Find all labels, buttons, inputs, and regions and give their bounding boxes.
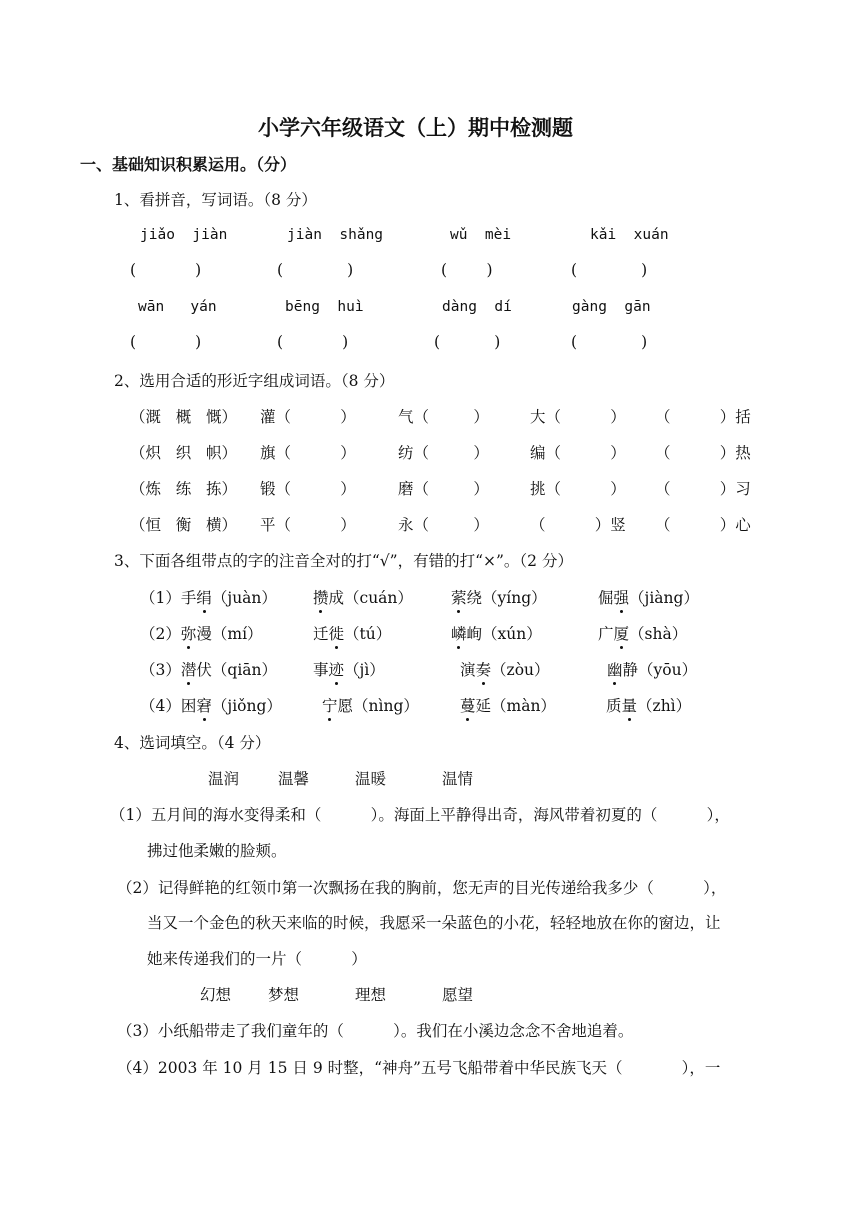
question-1-heading: 1、看拼音，写词语。（8 分） [114, 191, 317, 209]
word-blank[interactable]: （ ）心 [655, 516, 751, 534]
pronunciation-item[interactable]: 幽静（yōu） [607, 658, 697, 680]
word-choice: 愿望 [442, 986, 474, 1004]
word-choice: 温暖 [355, 770, 387, 788]
dotted-char: 厦 [614, 622, 630, 644]
sentence-2-cont: 当又一个金色的秋天来临的时候，我愿采一朵蓝色的小花，轻轻地放在你的窗边，让 [147, 914, 721, 932]
dotted-char: 嶙 [451, 622, 467, 644]
word-blank[interactable]: 永（ ） [398, 516, 489, 534]
dotted-char: 萦 [451, 586, 467, 608]
pinyin-answer-blank[interactable]: ( ) [277, 333, 349, 351]
pinyin-1: jiǎo jiàn [140, 227, 228, 243]
pronunciation-item[interactable]: （4）困窘（jiǒng） [140, 694, 282, 716]
pronunciation-item[interactable]: （2）弥漫（mí） [140, 622, 263, 644]
page-title: 小学六年级语文（上）期中检测题 [258, 116, 573, 140]
pronunciation-item[interactable]: 攒成（cuán） [313, 586, 413, 608]
pinyin-3: wǔ mèi [450, 227, 512, 243]
sentence-1: （1）五月间的海水变得柔和（ ）。海面上平静得出奇，海风带着初夏的（ ）， [110, 806, 730, 824]
dotted-char: 蔓 [460, 694, 476, 716]
pinyin-7: dàng dí [442, 299, 512, 315]
dotted-char: 绢 [196, 586, 212, 608]
char-group: （恒 衡 横） [130, 516, 238, 534]
word-blank[interactable]: 气（ ） [398, 408, 489, 426]
word-choice: 理想 [355, 986, 387, 1004]
pinyin-answer-blank[interactable]: ( ) [441, 261, 493, 279]
pinyin-6: bēng huì [285, 299, 364, 315]
dotted-char: 徙 [329, 622, 345, 644]
pronunciation-item[interactable]: 演奏（zòu） [460, 658, 550, 680]
pinyin-2: jiàn shǎng [287, 227, 384, 243]
pinyin-5: wān yán [138, 299, 217, 315]
word-blank[interactable]: 锻（ ） [260, 480, 356, 498]
word-blank[interactable]: （ ）竖 [530, 516, 626, 534]
word-choice: 温润 [208, 770, 240, 788]
sentence-3: （3）小纸船带走了我们童年的（ ）。我们在小溪边念念不舍地追着。 [117, 1022, 634, 1040]
pinyin-answer-blank[interactable]: ( ) [434, 333, 501, 351]
pinyin-8: gàng gān [572, 299, 651, 315]
word-choice: 温馨 [278, 770, 310, 788]
dotted-char: 幽 [607, 658, 623, 680]
sentence-4: （4）2003 年 10 月 15 日 9 时整，“神舟”五号飞船带着中华民族飞天（ ），一 [117, 1059, 721, 1077]
word-blank[interactable]: 挑（ ） [530, 480, 626, 498]
word-blank[interactable]: 平（ ） [260, 516, 356, 534]
dotted-char: 宁 [322, 694, 338, 716]
word-choice: 梦想 [268, 986, 300, 1004]
pronunciation-item[interactable]: 事迹（jì） [313, 658, 385, 680]
word-blank[interactable]: 灌（ ） [260, 408, 356, 426]
dotted-char: 强 [614, 586, 630, 608]
word-blank[interactable]: 旗（ ） [260, 444, 356, 462]
question-3-heading: 3、下面各组带点的字的注音全对的打“√”，有错的打“×”。（2 分） [114, 552, 573, 570]
pronunciation-item[interactable]: 嶙峋（xún） [451, 622, 542, 644]
pinyin-answer-blank[interactable]: ( ) [130, 261, 202, 279]
dotted-char: 迹 [329, 658, 345, 680]
sentence-2-cont: 她来传递我们的一片（ ） [147, 950, 367, 968]
pronunciation-item[interactable]: （1）手绢（juàn） [140, 586, 277, 608]
pronunciation-item[interactable]: 广厦（shà） [598, 622, 687, 644]
word-blank[interactable]: 磨（ ） [398, 480, 489, 498]
word-blank[interactable]: （ ）习 [655, 480, 751, 498]
char-group: （炽 织 帜） [130, 444, 238, 462]
word-blank[interactable]: （ ）热 [655, 444, 751, 462]
word-choice: 幻想 [200, 986, 232, 1004]
dotted-char: 弥 [181, 622, 197, 644]
dotted-char: 潜 [181, 658, 197, 680]
pronunciation-item[interactable]: 宁愿（nìng） [322, 694, 419, 716]
dotted-char: 窘 [196, 694, 212, 716]
sentence-1-cont: 拂过他柔嫩的脸颊。 [147, 842, 287, 860]
word-blank[interactable]: （ ）括 [655, 408, 751, 426]
char-group: （溉 概 慨） [130, 408, 238, 426]
pinyin-answer-blank[interactable]: ( ) [571, 261, 648, 279]
pinyin-answer-blank[interactable]: ( ) [571, 333, 648, 351]
dotted-char: 攒 [313, 586, 329, 608]
pinyin-answer-blank[interactable]: ( ) [130, 333, 202, 351]
pronunciation-item[interactable]: （3）潜伏（qiān） [140, 658, 277, 680]
question-2-heading: 2、选用合适的形近字组成词语。（8 分） [114, 372, 395, 390]
pronunciation-item[interactable]: 倔强（jiàng） [598, 586, 699, 608]
char-group: （炼 练 拣） [130, 480, 238, 498]
dotted-char: 量 [622, 694, 638, 716]
pinyin-answer-blank[interactable]: ( ) [277, 261, 354, 279]
pinyin-4: kǎi xuán [590, 227, 669, 243]
pronunciation-item[interactable]: 萦绕（yíng） [451, 586, 547, 608]
word-blank[interactable]: 纺（ ） [398, 444, 489, 462]
pronunciation-item[interactable]: 迁徙（tú） [313, 622, 391, 644]
word-blank[interactable]: 大（ ） [530, 408, 626, 426]
pronunciation-item[interactable]: 蔓延（màn） [460, 694, 556, 716]
sentence-2: （2）记得鲜艳的红领巾第一次飘扬在我的胸前，您无声的目光传递给我多少（ ）， [117, 879, 727, 897]
dotted-char: 奏 [476, 658, 492, 680]
word-choice: 温情 [442, 770, 474, 788]
pronunciation-item[interactable]: 质量（zhì） [606, 694, 691, 716]
section-heading: 一、基础知识积累运用。（分） [80, 155, 297, 174]
word-blank[interactable]: 编（ ） [530, 444, 626, 462]
question-4-heading: 4、选词填空。（4 分） [114, 734, 271, 752]
